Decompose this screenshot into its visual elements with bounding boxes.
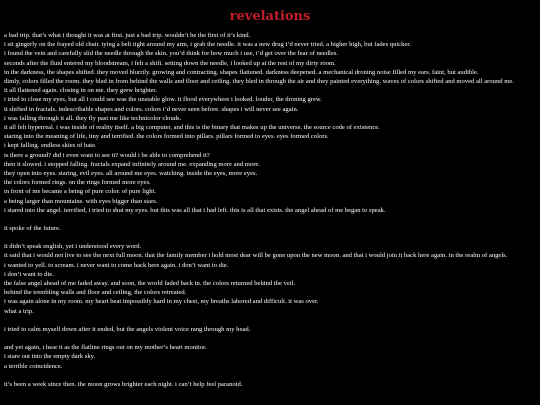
story-line: i tried to calm myself down after it ended, but the angels violent voice rang through my head. (4, 325, 251, 333)
story-line: a bad trip. that’s what i thought it was at first. just a bad trip. wouldn’t be the first of it’s kind. (4, 32, 251, 39)
story-line: i sit gingerly on the frayed old chair. tying a belt tight around my arm, i grab the needle. it was a new drug i’d never tried. a higher high, but fades quicker. (4, 41, 411, 49)
story-line: behind the trembling walls and floor and ceiling, the colors retreated. (4, 289, 187, 297)
story-line: i stare out into the empty dark sky. (4, 353, 96, 361)
story-line: i tried to close my eyes, but all i could see was the unstable glow. it flood everywhere i looked. louder, the droning grew. (4, 96, 322, 104)
story-line: i found the vein and carefully slid the needle through the skin. you’d think for how much i use, i’d get over the fear of needles. (4, 50, 338, 58)
story-line: is there a ground? did i even want to see it? would i be able to comprehend it? (4, 151, 210, 159)
story-line: it didn’t speak english, yet i understood every word. (4, 243, 142, 251)
story-line: they open into eyes. staring, evil eyes. all around me eyes. watching. inside the eyes, more eyes. (4, 170, 258, 178)
story-line: and yet again, i hear it as the flatline rings out on my mother’s heart monitor. (4, 344, 207, 352)
paragraph-gap (4, 233, 538, 242)
paragraph-gap (4, 334, 538, 343)
story-line: in front of me became a being of pure color. of pure light. (4, 188, 156, 196)
paragraph-gap (4, 371, 538, 380)
story-line: the false angel ahead of me faded away. and soon, the world faded back in. the colors returned behind the veil. (4, 280, 296, 288)
story-line: a being larger than mountains. with eyes bigger than stars. (4, 197, 158, 205)
story-line: then it slowed. i stopped falling. fractals expand infinitely around me. expanding more and more. (4, 160, 260, 168)
story-line: i stared into the angel. terrified, i tried to shut my eyes. but this was all that i had left. this is all that exists. the angel ahead of me began to speak. (4, 206, 386, 214)
story-line: i kept falling. endless skies of hate. (4, 142, 97, 150)
story-line: what a trip. (4, 307, 34, 315)
story-line: in the darkness, the shapes shifted. they moved blurrily. growing and contracting. shapes flattened. darkness deepened. a mechanical droning noise filled my ears. faint, but audible. (4, 68, 479, 76)
paragraph-gap (4, 215, 538, 224)
story-line: i wanted to yell. to scream. i never want to come back here again. i don’t want to die. (4, 261, 229, 269)
story-line: i was again alone in my room. my heart beat impossibly hard in my chest, my breaths labored and difficult. it was over. (4, 298, 319, 306)
story-line: it all felt hyperreal. i was inside of reality itself. a big computer, and this is the binary that makes up the universe. the source code of existence. (4, 124, 380, 132)
story-body (4, 31, 538, 389)
paragraph-gap (4, 316, 538, 325)
story-line: it all flattened again. closing in on me. they grew brighter. (4, 87, 157, 95)
story-line: i was falling through it all. they fly past me like technicolor clouds. (4, 114, 182, 122)
page-title: revelations (229, 9, 311, 24)
story-line: dimly, colors filled the room. they bled in from behind the walls and floor and ceiling. they bled in through the air and they painted everything. waves of colors shifted and moved all around me. (4, 78, 514, 86)
story-line: i don’t want to die. (4, 270, 54, 278)
story-line: it spoke of the future. (4, 225, 61, 233)
story-line: it said that i would not live to see the next full moon. that the family member i hold most dear will be gone upon the new moon. and that i would join it back here again. in the realm of angels. (4, 252, 508, 260)
story-line: a terrible coincidence. (4, 362, 63, 370)
story-line: staring into the meaning of life, tiny and terrified. the colors formed into pillars. pillars formed to eyes. eyes formed colors. (4, 133, 329, 141)
story-line: the colors formed rings. on the rings formed more eyes. (4, 179, 151, 187)
story-line: seconds after the fluid entered my bloodstream, i felt a shift. setting down the needle, i looked up at the rest of my dirty room. (4, 59, 336, 67)
story-line: it’s been a week since then. the moon grows brighter each night. i can’t help feel paranoid. (4, 380, 243, 388)
story-line: it shifted in fractals. indescribable shapes and colors. colors i’d never seen before. shapes i will never see again. (4, 105, 299, 113)
